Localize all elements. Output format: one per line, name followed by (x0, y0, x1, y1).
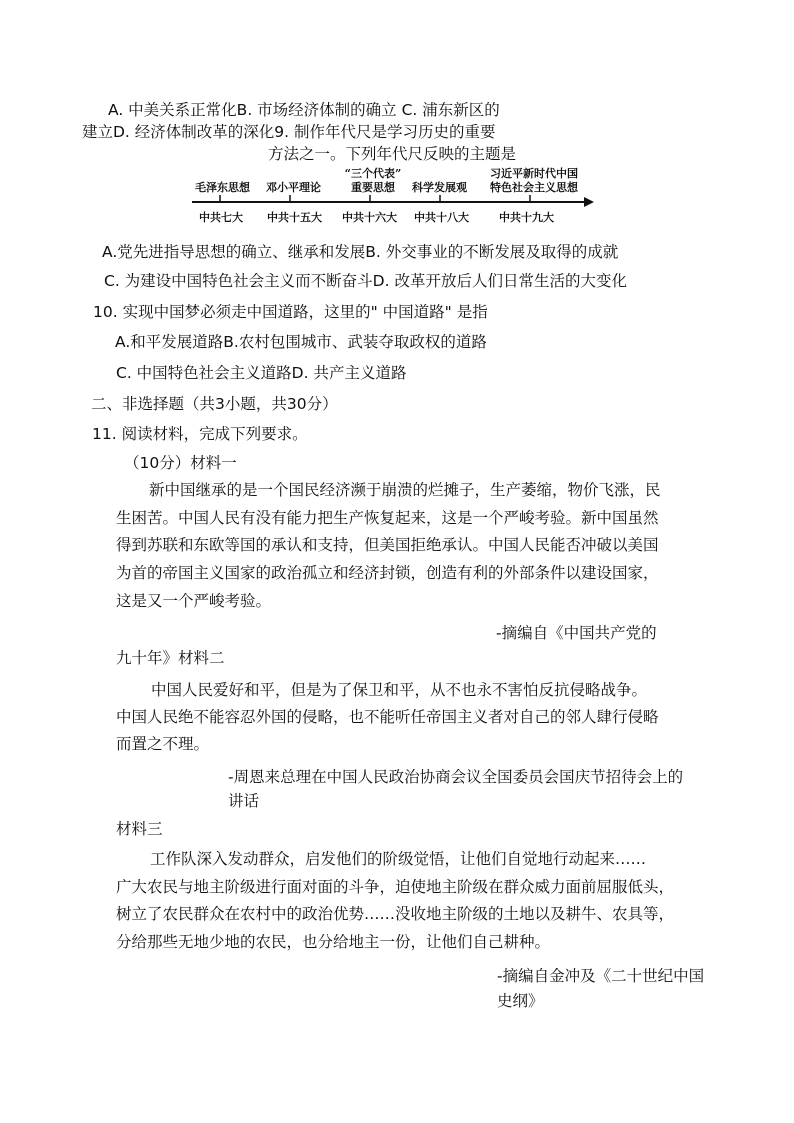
material-1-line: 这是又一个严峻考验。 (116, 592, 272, 610)
timeline-tick-16th: 中共十六大 (342, 211, 397, 224)
material-3-heading: 材料三 (116, 820, 163, 838)
material-2-source-cont: 讲话 (228, 792, 260, 810)
material-1-source-cont: 九十年》材料二 (116, 649, 225, 667)
material-3-line: 工作队深入发动群众，启发他们的阶级觉悟，让他们自觉地行动起来…… (150, 850, 647, 868)
timeline-axis (190, 194, 596, 210)
material-2-line: 中国人民爱好和平，但是为了保卫和平，从不也永不害怕反抗侵略战争。 (151, 681, 648, 699)
timeline-tick-19th: 中共十九大 (499, 211, 554, 224)
q9-options-ab: A.党先进指导思想的确立、继承和发展B. 外交事业的不断发展及取得的成就 (102, 243, 619, 261)
material-1-heading: （10分）材料一 (124, 454, 237, 472)
material-1-line: 得到苏联和东欧等国的承认和支持，但美国拒绝承认。中国人民能否冲破以美国 (116, 536, 659, 554)
material-1-line: 新中国继承的是一个国民经济濒于崩溃的烂摊子，生产萎缩，物价飞涨，民 (149, 481, 661, 499)
material-3-line: 分给那些无地少地的农民，也分给地主一份，让他们自己耕种。 (116, 933, 551, 951)
material-3-line: 树立了农民群众在农村中的政治优势……没收地主阶级的土地以及耕牛、农具等， (116, 905, 675, 923)
q8-options-line-1: A. 中美关系正常化B. 市场经济体制的确立 C. 浦东新区的 (108, 101, 500, 119)
timeline-tick-15th: 中共十五大 (267, 211, 322, 224)
timeline-label-scientific: 科学发展观 (412, 181, 467, 194)
material-3-source-cont: 史纲》 (497, 992, 544, 1010)
q11-stem: 11. 阅读材料，完成下列要求。 (92, 425, 308, 443)
timeline-label-three-represents-1: “三个代表” (344, 167, 402, 180)
material-1-line: 为首的帝国主义国家的政治孤立和经济封锁，创造有利的外部条件以建设国家， (116, 564, 659, 582)
q9-options-cd: C. 为建设中国特色社会主义而不断奋斗D. 改革开放后人们日常生活的大变化 (104, 272, 627, 290)
timeline-label-mao: 毛泽东思想 (195, 181, 250, 194)
timeline-label-xi-1: 习近平新时代中国 (490, 167, 578, 180)
section-2-heading: 二、非选择题（共3小题，共30分） (91, 395, 338, 413)
material-2-source: -周恩来总理在中国人民政治协商会议全国委员会国庆节招待会上的 (228, 768, 684, 786)
material-3-line: 广大农民与地主阶级进行面对面的斗争，迫使地主阶级在群众威力面前屈服低头， (116, 878, 675, 896)
material-1-line: 生困苦。中国人民有没有能力把生产恢复起来，这是一个严峻考验。新中国虽然 (116, 509, 659, 527)
timeline-label-three-represents-2: 重要思想 (351, 181, 395, 194)
timeline-tick-18th: 中共十八大 (414, 211, 469, 224)
q10-stem: 10. 实现中国梦必须走中国道路，这里的" 中国道路" 是指 (93, 303, 488, 321)
material-3-source: -摘编自金冲及《二十世纪中国 (497, 967, 705, 985)
timeline-label-xi-2: 特色社会主义思想 (490, 181, 578, 194)
timeline-tick-7th: 中共七大 (199, 211, 243, 224)
q8-options-line-2: 建立D. 经济体制改革的深化9. 制作年代尺是学习历史的重要 (82, 123, 496, 141)
material-2-line: 中国人民绝不能容忍外国的侵略，也不能听任帝国主义者对自己的邻人肆行侵略 (116, 708, 659, 726)
q10-options-cd: C. 中国特色社会主义道路D. 共产主义道路 (116, 364, 407, 382)
q10-options-ab: A.和平发展道路B.农村包围城市、武装夺取政权的道路 (115, 333, 487, 351)
q9-stem: 方法之一。下列年代尺反映的主题是 (268, 145, 517, 163)
material-1-source: -摘编自《中国共产党的 (496, 624, 657, 642)
material-2-line: 而置之不理。 (116, 735, 210, 753)
timeline-label-deng: 邓小平理论 (266, 181, 321, 194)
